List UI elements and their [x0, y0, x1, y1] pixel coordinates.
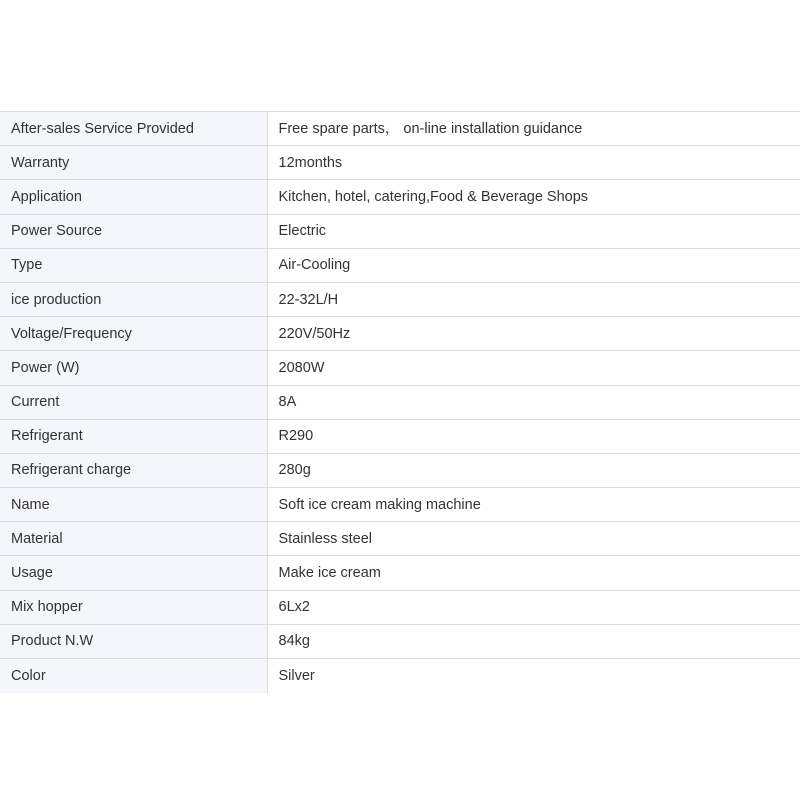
spec-row-power-source	[0, 214, 800, 248]
spec-label: Type	[0, 248, 267, 282]
spec-row-mix-hopper	[0, 590, 800, 624]
spec-label: Mix hopper	[0, 590, 267, 624]
spec-value: Electric	[267, 214, 800, 248]
spec-value: R290	[267, 419, 800, 453]
spec-row-material	[0, 522, 800, 556]
spec-row-type	[0, 248, 800, 282]
spec-value: 280g	[267, 453, 800, 487]
spec-row-current	[0, 385, 800, 419]
spec-value: 8A	[267, 385, 800, 419]
spec-label: After-sales Service Provided	[0, 112, 267, 146]
spec-row-application	[0, 180, 800, 214]
spec-row-usage	[0, 556, 800, 590]
spec-label: Current	[0, 385, 267, 419]
spec-table	[0, 111, 800, 693]
spec-label: Name	[0, 488, 267, 522]
spec-value: 6Lx2	[267, 590, 800, 624]
spec-row-power	[0, 351, 800, 385]
spec-row-refrigerant	[0, 419, 800, 453]
spec-label: Material	[0, 522, 267, 556]
spec-value: 22-32L/H	[267, 282, 800, 316]
spec-value: Silver	[267, 659, 800, 693]
spec-row-color	[0, 659, 800, 693]
spec-row-voltage-frequency	[0, 317, 800, 351]
spec-row-warranty	[0, 146, 800, 180]
spec-value: 220V/50Hz	[267, 317, 800, 351]
spec-label: Refrigerant charge	[0, 453, 267, 487]
spec-value: Soft ice cream making machine	[267, 488, 800, 522]
spec-label: Usage	[0, 556, 267, 590]
spec-label: Power Source	[0, 214, 267, 248]
spec-value: 84kg	[267, 624, 800, 658]
spec-value: Free spare parts， on-line installation guidance	[267, 112, 800, 146]
spec-value: 2080W	[267, 351, 800, 385]
spec-label: Refrigerant	[0, 419, 267, 453]
spec-row-name	[0, 488, 800, 522]
spec-label: Warranty	[0, 146, 267, 180]
spec-value: Kitchen, hotel, catering,Food & Beverage Shops	[267, 180, 800, 214]
spec-label: Voltage/Frequency	[0, 317, 267, 351]
spec-row-refrigerant-charge	[0, 453, 800, 487]
spec-value: Make ice cream	[267, 556, 800, 590]
spec-label: ice production	[0, 282, 267, 316]
spec-label: Power (W)	[0, 351, 267, 385]
spec-label: Product N.W	[0, 624, 267, 658]
spec-label: Color	[0, 659, 267, 693]
spec-value: Air-Cooling	[267, 248, 800, 282]
spec-row-ice-production	[0, 282, 800, 316]
spec-label: Application	[0, 180, 267, 214]
spec-value: 12months	[267, 146, 800, 180]
spec-table-body	[0, 112, 800, 693]
spec-value: Stainless steel	[267, 522, 800, 556]
spec-row-product-nw	[0, 624, 800, 658]
spec-row-after-sales	[0, 112, 800, 146]
